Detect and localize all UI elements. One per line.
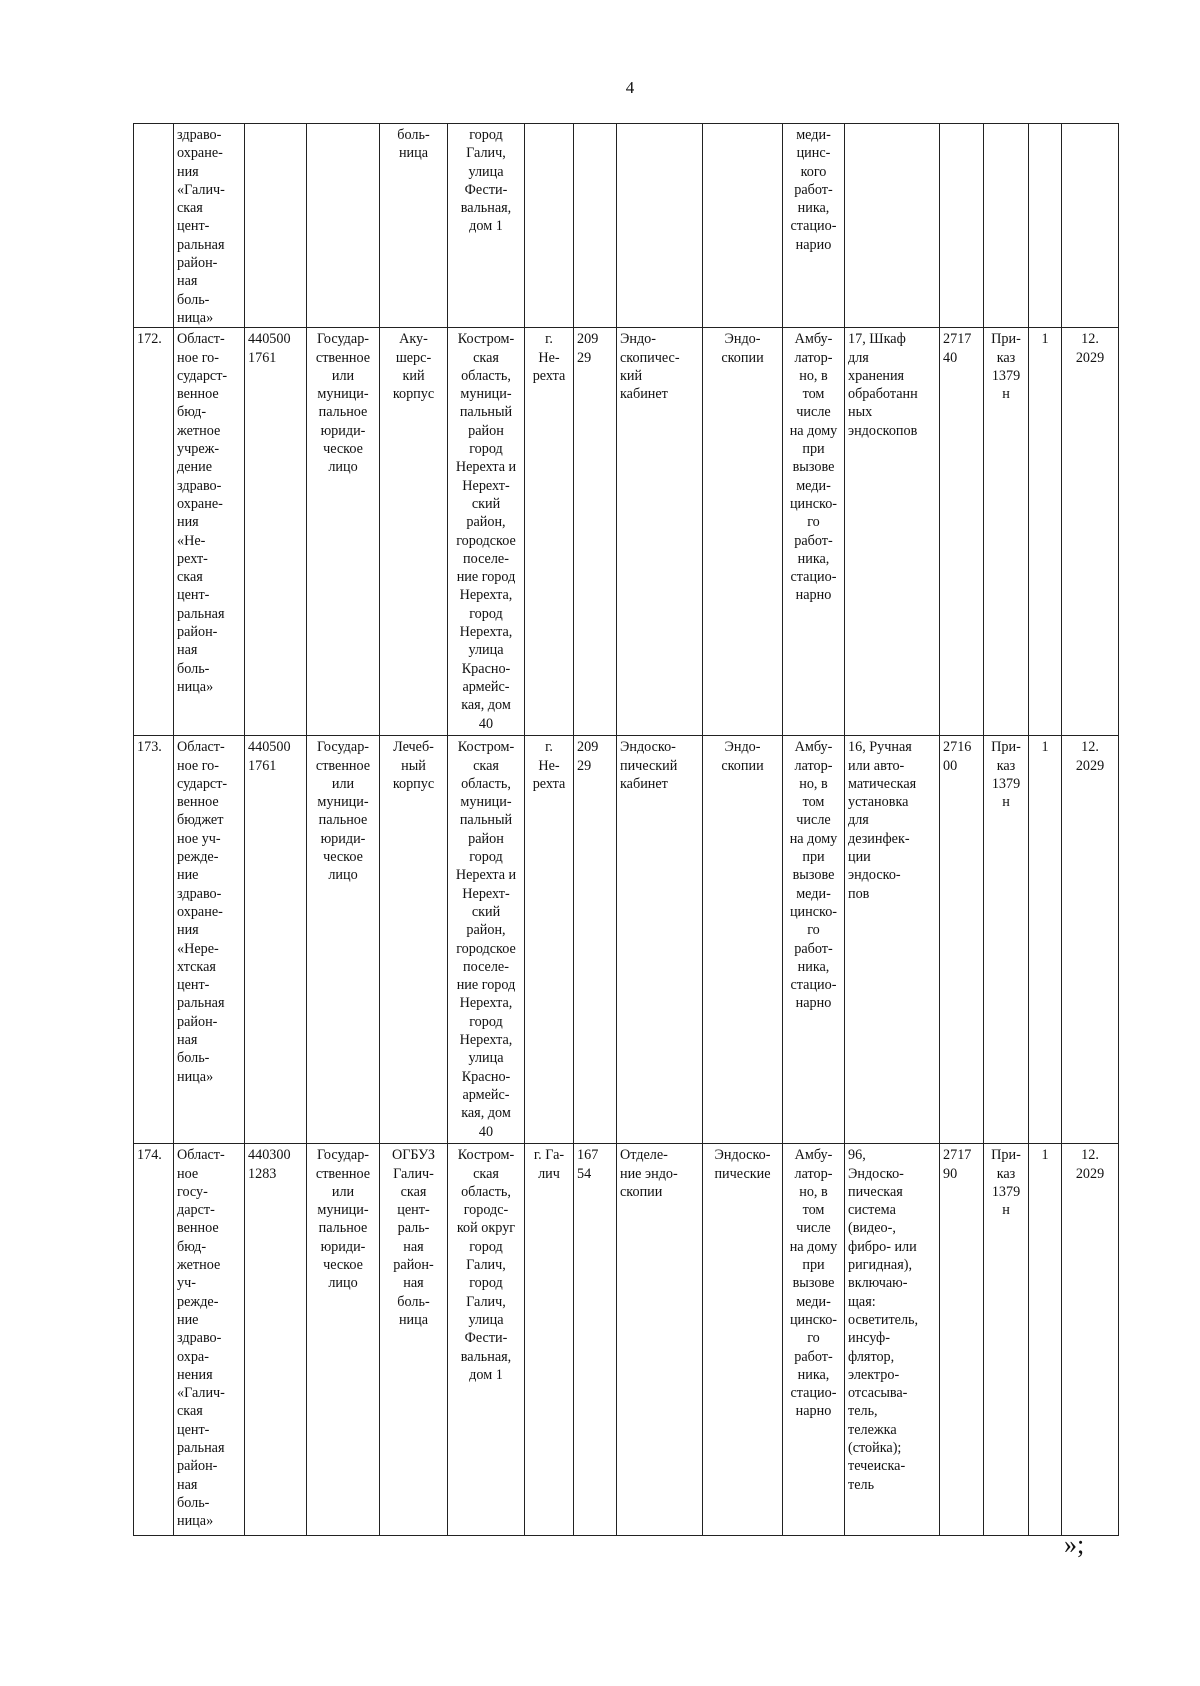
address: город Галич, улица Фести- вальная, дом 1: [448, 124, 525, 328]
organization-name: здраво- охране- ния «Галич- ская цент- ральная район- ная боль- ница»: [174, 124, 245, 328]
table-row: [134, 328, 1119, 736]
organization-code: 440300 1283: [245, 1144, 307, 1536]
department: Эндо- скопичес- кий кабинет: [617, 328, 703, 736]
date: 12. 2029: [1062, 328, 1119, 736]
care-conditions: Амбу- латор- но, в том числе на дому при вызове меди- цинско- го работ- ника, стацио- нарно: [783, 1144, 845, 1536]
equipment-code: 2716 00: [940, 736, 984, 1144]
quantity: 1: [1029, 1144, 1062, 1536]
care-conditions: Амбу- латор- но, в том числе на дому при вызове меди- цинско- го работ- ника, стацио- нарно: [783, 736, 845, 1144]
care-conditions: Амбу- латор- но, в том числе на дому при вызове меди- цинско- го работ- ника, стацио- нарно: [783, 328, 845, 736]
equipment-code: 2717 40: [940, 328, 984, 736]
department: Отделе- ние эндо- скопии: [617, 1144, 703, 1536]
order-reference: При- каз 1379 н: [984, 736, 1029, 1144]
legal-form: Государ- ственное или муници- пальное юриди- ческое лицо: [307, 736, 380, 1144]
legal-form: Государ- ственное или муници- пальное юриди- ческое лицо: [307, 328, 380, 736]
date: [1062, 124, 1119, 328]
organization-code: 440500 1761: [245, 736, 307, 1144]
department: Эндоско- пический кабинет: [617, 736, 703, 1144]
row-number: 172.: [134, 328, 174, 736]
equipment: 17, Шкаф для хранения обработанн ных эндоскопов: [845, 328, 940, 736]
care-conditions: меди- цинс- кого работ- ника, стацио- нарио: [783, 124, 845, 328]
equipment-code: 2717 90: [940, 1144, 984, 1536]
organization-name: Област- ное го- сударст- венное бюджет ное уч- режде- ние здраво- охране- ния «Нере- хтская цент- ральная район- ная боль- ница»: [174, 736, 245, 1144]
department: [617, 124, 703, 328]
quantity: 1: [1029, 736, 1062, 1144]
address: Костром- ская область, городс- кой округ город Галич, город Галич, улица Фести- вальная, дом 1: [448, 1144, 525, 1536]
equipment: 16, Ручная или авто- матическая установка для дезинфек- ции эндоско- пов: [845, 736, 940, 1144]
row-number: 173.: [134, 736, 174, 1144]
organization-code: 440500 1761: [245, 328, 307, 736]
profile: Эндоско- пические: [703, 1144, 783, 1536]
legal-form: [307, 124, 380, 328]
profile: Эндо- скопии: [703, 328, 783, 736]
profile: Эндо- скопии: [703, 736, 783, 1144]
profile: [703, 124, 783, 328]
equipment-code: [940, 124, 984, 328]
postcode: 209 29: [574, 328, 617, 736]
table-row: [134, 1144, 1119, 1536]
date: 12. 2029: [1062, 1144, 1119, 1536]
quantity: [1029, 124, 1062, 328]
organization-name: Област- ное го- сударст- венное бюд- жетное учреж- дение здраво- охране- ния «Не- рехт- ская цент- ральная район- ная боль- ница»: [174, 328, 245, 736]
locality: г. Не- рехта: [525, 328, 574, 736]
closing-quote-mark: »;: [1064, 1530, 1085, 1559]
equipment: [845, 124, 940, 328]
organization-name: Област- ное госу- дарст- венное бюд- жетное уч- режде- ние здраво- охра- нения «Галич- ская цент- ральная район- ная боль- ница»: [174, 1144, 245, 1536]
postcode: 167 54: [574, 1144, 617, 1536]
table-row: [134, 736, 1119, 1144]
row-number: 174.: [134, 1144, 174, 1536]
equipment: 96, Эндоско- пическая система (видео-, фибро- или ригидная), включаю- щая: осветитель, инсуф- флятор, электро- отсасыва- тель, тележка (стойка); течеиска- тель: [845, 1144, 940, 1536]
order-reference: При- каз 1379 н: [984, 328, 1029, 736]
postcode: 209 29: [574, 736, 617, 1144]
address: Костром- ская область, муници- пальный район город Нерехта и Нерехт- ский район, городское поселе- ние город Нерехта, город Нерехта, улица Красно- армейс- кая, дом 40: [448, 736, 525, 1144]
quantity: 1: [1029, 328, 1062, 736]
registry-table: [133, 123, 1119, 1536]
locality: г. Га- лич: [525, 1144, 574, 1536]
organization-code: [245, 124, 307, 328]
page-number: 4: [625, 78, 635, 97]
building: боль- ница: [380, 124, 448, 328]
building: ОГБУЗ Галич- ская цент- раль- ная район- ная боль- ница: [380, 1144, 448, 1536]
table-row: [134, 124, 1119, 328]
row-number: [134, 124, 174, 328]
building: Лечеб- ный корпус: [380, 736, 448, 1144]
building: Аку- шерс- кий корпус: [380, 328, 448, 736]
address: Костром- ская область, муници- пальный район город Нерехта и Нерехт- ский район, городское поселе- ние город Нерехта, город Нерехта, улица Красно- армейс- кая, дом 40: [448, 328, 525, 736]
order-reference: [984, 124, 1029, 328]
date: 12. 2029: [1062, 736, 1119, 1144]
locality: г. Не- рехта: [525, 736, 574, 1144]
postcode: [574, 124, 617, 328]
order-reference: При- каз 1379 н: [984, 1144, 1029, 1536]
locality: [525, 124, 574, 328]
legal-form: Государ- ственное или муници- пальное юриди- ческое лицо: [307, 1144, 380, 1536]
